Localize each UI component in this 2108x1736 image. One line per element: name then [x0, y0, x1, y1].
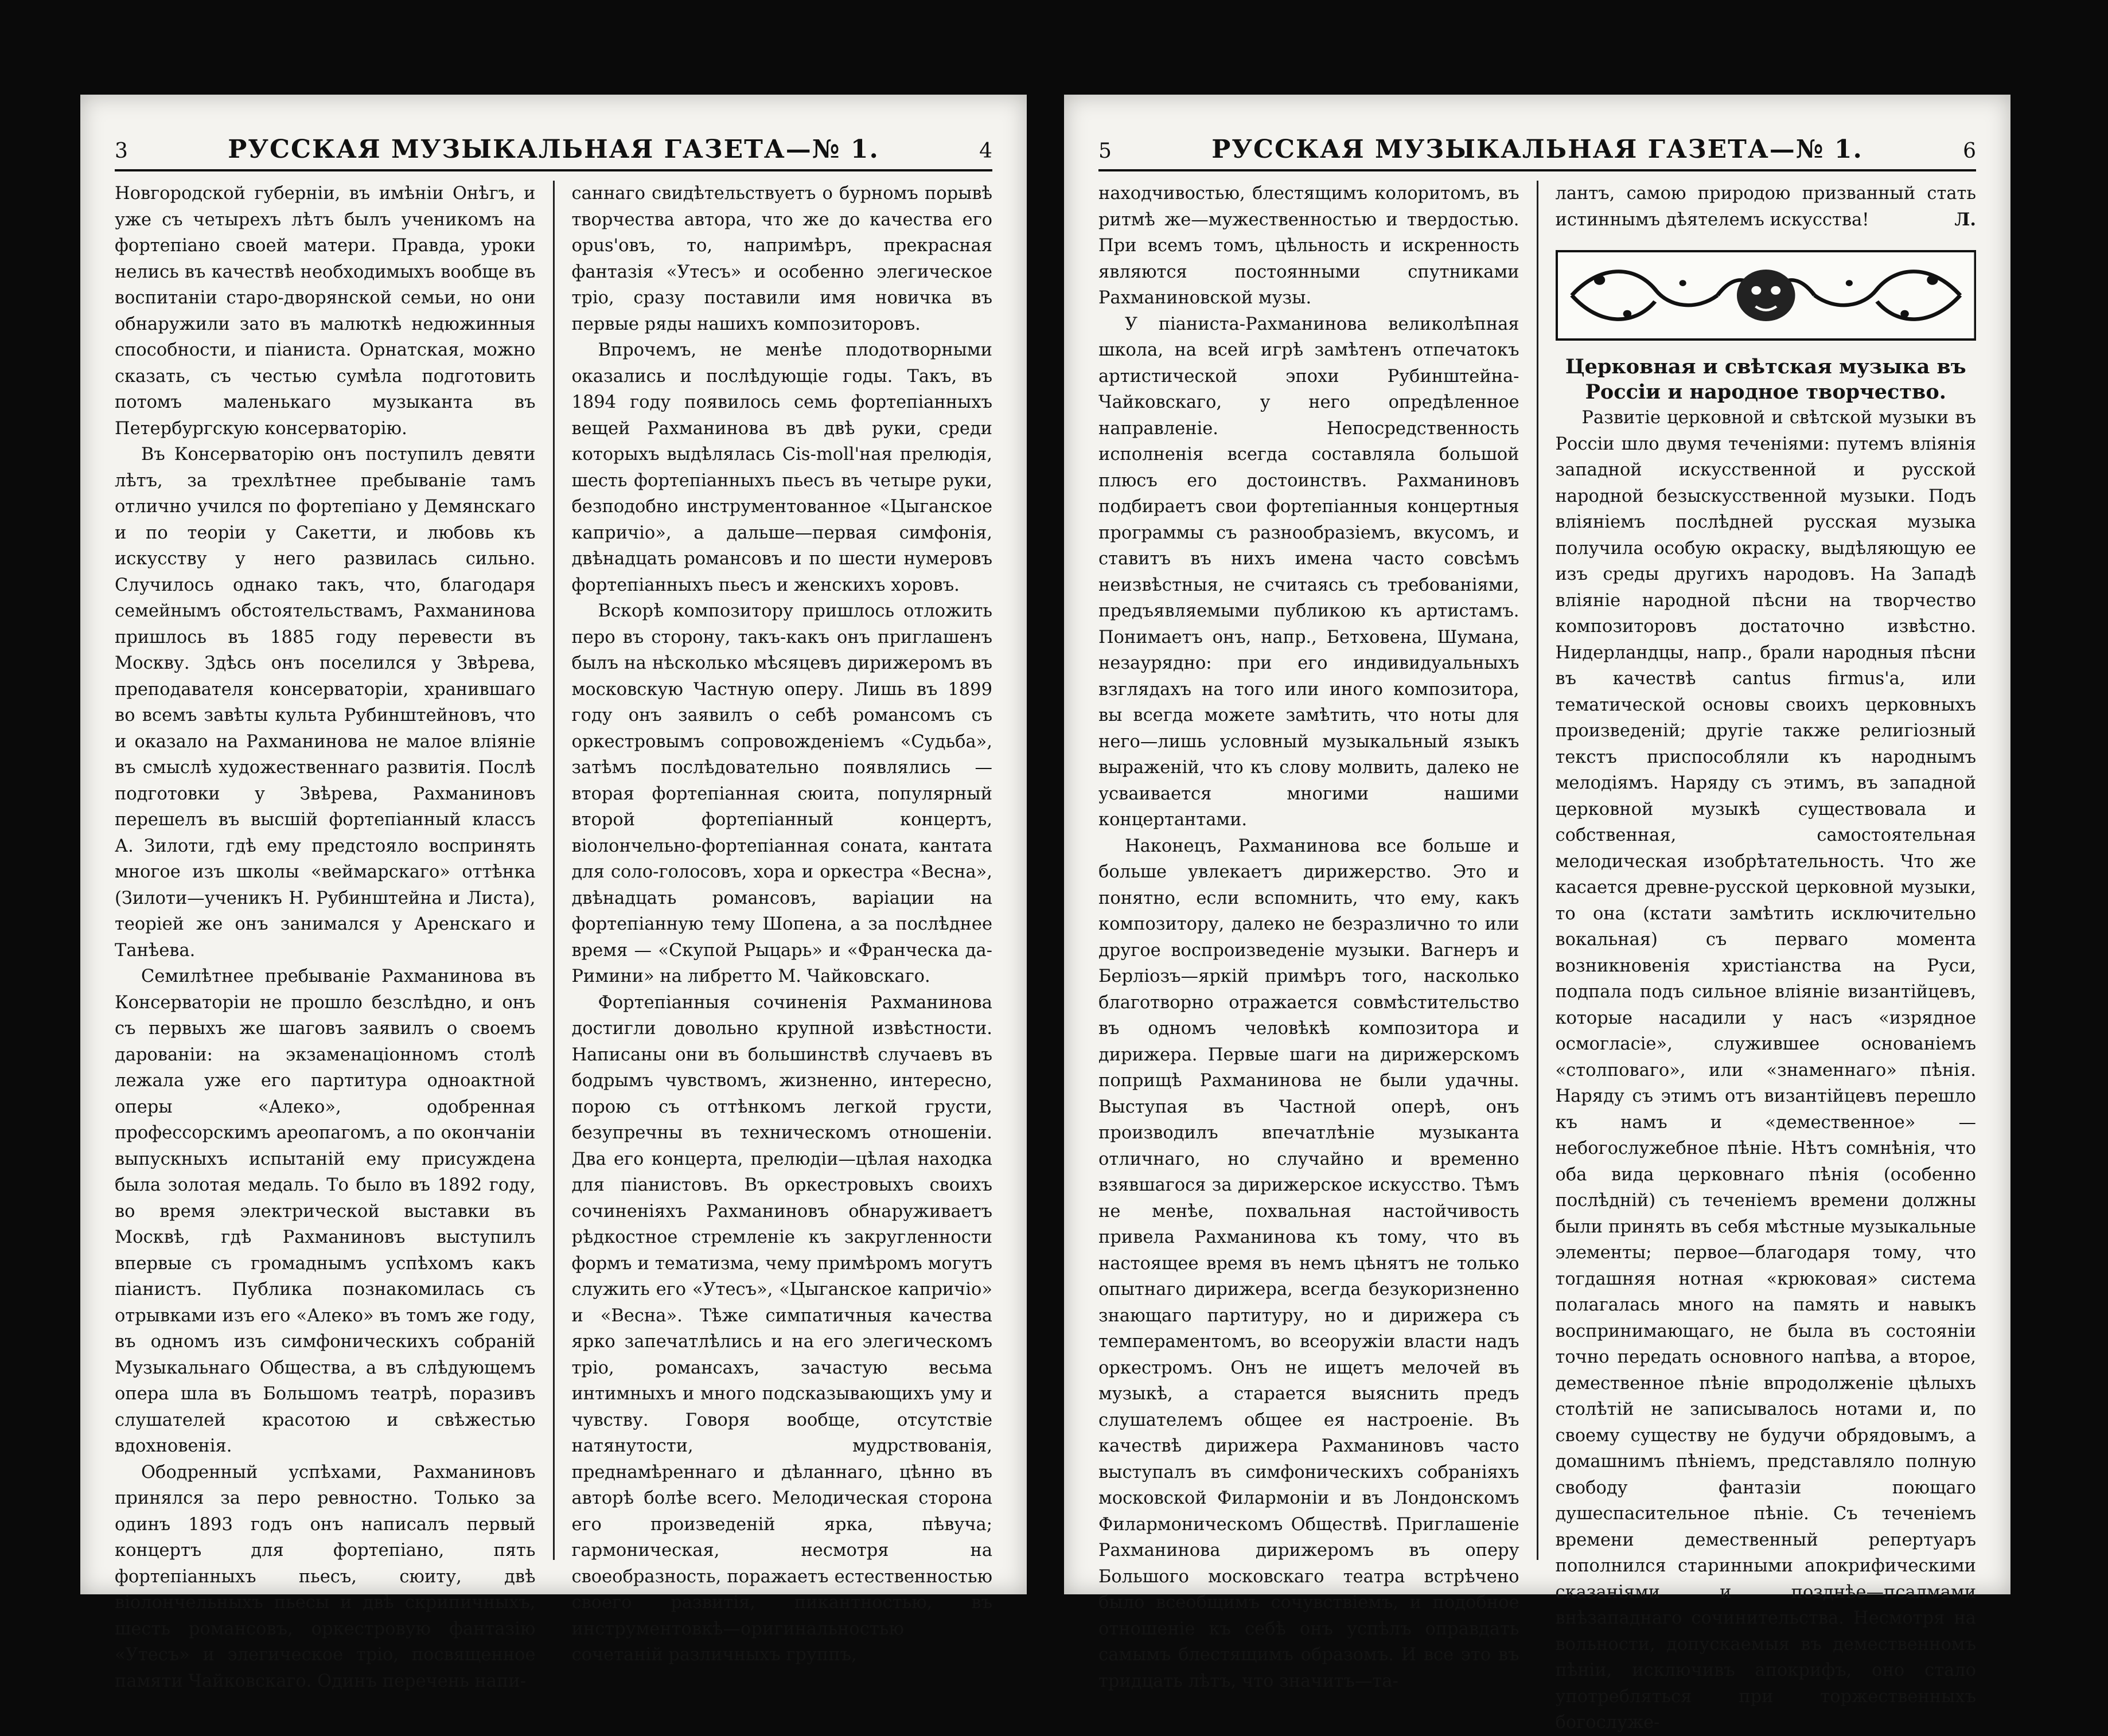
scan-border-gutter — [1027, 92, 1064, 1597]
right-page — [1064, 95, 2010, 1733]
column-divider — [553, 181, 555, 1560]
left-page-columns — [115, 181, 992, 1691]
paragraph: Вскорѣ композитору пришлось отложить перо въ сторону, такъ-какъ онъ приглашенъ былъ на нѣсколько мѣсяцевъ дирижеромъ въ московскую Частную оперу. Лишь въ 1899 году онъ заявилъ о себѣ романсомъ съ оркестровымъ сопровожденіемъ «Судьба», затѣмъ послѣдовательно появлялись — вторая фортепіанная сюита, популярный второй фортепіанный концертъ, віолончельно-фортепіанная соната, кантата для соло-голосовъ, хора и оркестра «Весна», двѣнадцать романсовъ, варіации на фортепіанную тему Шопена, а за послѣднее время — «Скупой Рыцарь» и «Франческа да-Римини» на либретто М. Чайковскаго. — [571, 601, 992, 986]
ornamental-header-icon — [1556, 250, 1977, 341]
paragraph: Фортепіанныя сочиненія Рахманинова достигли довольно крупной извѣстности. Написаны они въ большинствѣ случаевъ въ бодрымъ чувствомъ, жизненно, интересно, порою съ оттѣнкомъ легкой грусти, безупречны въ техническомъ отношеніи. Два его концерта, прелюдіи—цѣлая находка для піанистовъ. Въ оркестровыхъ своихъ сочиненіяхъ Рахманиновъ обнаруживаетъ рѣдкостное стремленіе къ закругленности формъ и тематизма, чему примѣромъ могутъ служить его «Утесъ», «Цыганское капричіо» и «Весна». Тѣже симпатичныя качества ярко запечатлѣлись и на его элегическомъ тріо, романсахъ, зачастую весьма интимныхъ и много подсказывающихъ уму и чувству. Говоря вообще, отсутствіе натянутости, мудрствованія, преднамѣреннаго и дѣланнаго, цѣнно въ авторѣ болѣе всего. Мелодическая сторона его произведеній ярка, пѣвуча; гармоническая, несмотря на своеобразность, поражаетъ естественностью своего развитія, пикантностью, въ инструментовкѣ—оригинальностью сочетаній различныхъ группъ, — [571, 992, 992, 1665]
page-number-4: 4 — [979, 139, 992, 163]
right-page-header — [1098, 135, 1976, 171]
paragraph: Наконецъ, Рахманинова все больше и больше увлекаетъ дирижерство. Это и понятно, если вспомнить, что ему, какъ композитору, далеко не безразлично то или другое воспроизведеніе музыки. Вагнеръ и Берліозъ—яркій примѣръ того, насколько благотворно отражается совмѣстительство въ одномъ человѣкѣ композитора и дирижера. Первые шаги на дирижерскомъ поприщѣ Рахманинова не были удачны. Выступая въ Частной оперѣ, онъ производилъ впечатлѣніе музыканта отличнаго, но случайно и временно взявшагося за дирижерское искусство. Тѣмъ не менѣе, похвальная настойчивость привела Рахманинова къ тому, что въ настоящее время въ немъ цѣнятъ не только опытнаго дирижера, всегда безукоризненно знающаго партитуру, но и дирижера съ темпераментомъ, во всеоружіи власти надъ оркестромъ. Онъ не ищетъ мелочей въ музыкѣ, а старается выяснить предъ слушателемъ общее ея настроеніе. Въ качествѣ дирижера Рахманиновъ часто выступалъ въ симфоническихъ собраніяхъ московской Филармоніи и въ Лондонскомъ Филармоническомъ Обществѣ. Приглашеніе Рахманинова дирижеромъ въ оперу Большого московскаго театра встрѣчено было всеобщимъ сочувствіемъ, и подобное отношеніе къ себѣ онъ успѣлъ оправдать самымъ блестящимъ образомъ. И все это въ тридцать лѣтъ, что значитъ—та- — [1098, 836, 1519, 1691]
newspaper-title-left: РУССКАЯ МУЗЫКАЛЬНАЯ ГАЗЕТА—№ 1. — [228, 135, 879, 164]
right-page-columns — [1098, 181, 1976, 1733]
paragraph: находчивостью, блестящимъ колоритомъ, въ ритмѣ же—мужественностью и твердостью. При всемъ томъ, цѣльность и искренность являются постоянными спутниками Рахманиновской музы. — [1098, 184, 1519, 308]
paragraph: Впрочемъ, не менѣе плодотворными оказались и послѣдующіе годы. Такъ, въ 1894 году появилось семь фортепіанныхъ вещей Рахманинова въ двѣ руки, среди которыхъ выдѣлялась Cis-moll'ная прелюдія, шесть фортепіанныхъ пьесъ въ четыре руки, безподобно инструментованное «Цыганское капричіо», а дальше—первая симфонія, двѣнадцать романсовъ и по шести нумеровъ фортепіанныхъ пьесъ и женскихъ хоровъ. — [571, 340, 992, 595]
left-page-column-1 — [115, 181, 536, 1691]
author-signature: Л. — [1954, 209, 1976, 230]
page-number-6: 6 — [1963, 139, 1976, 163]
paragraph-end: лантъ, самою природою призванный стать истиннымъ дѣятелемъ искусства! — [1555, 184, 1976, 230]
column-divider — [1537, 181, 1538, 1560]
newspaper-title-right: РУССКАЯ МУЗЫКАЛЬНАЯ ГАЗЕТА—№ 1. — [1211, 135, 1863, 164]
paragraph: Ободренный успѣхами, Рахманиновъ принялся за перо ревностно. Только за одинъ 1893 годъ онъ написалъ первый концертъ для фортепіано, пять фортепіанныхъ пьесъ, сюиту, двѣ віолончельныхъ пьесы и двѣ скрипичныхъ, шесть романсовъ, оркестровую фантазію «Утесъ» и элегическое тріо, посвященное памяти Чайковскаго. Одинъ перечень напи- — [115, 1462, 536, 1691]
article-title: Церковная и свѣтская музыка въ Россіи и народное творчество. — [1565, 355, 1966, 404]
left-page-column-2 — [571, 181, 993, 1665]
paragraph: Семилѣтнее пребываніе Рахманинова въ Консерваторіи не прошло безслѣдно, и онъ съ первыхъ же шаговъ заявилъ о своемъ дарованіи: на экзаменаціонномъ столѣ лежала уже его партитура одноактной оперы «Алеко», одобренная профессорскимъ ареопагомъ, а по окончаніи выпускныхъ испытаній ему присуждена была золотая медаль. То было въ 1892 году, во время электрической выставки въ Москвѣ, гдѣ Рахманиновъ выступилъ впервые съ громаднымъ успѣхомъ какъ піанистъ. Публика познакомилась съ отрывками изъ его «Алеко» въ томъ же году, въ одномъ изъ симфоническихъ собраній Музыкальнаго Общества, а въ слѣдующемъ опера шла въ Большомъ театрѣ, поразивъ слушателей красотою и свѣжестью вдохновенія. — [115, 966, 536, 1456]
page-number-3: 3 — [115, 139, 128, 163]
paragraph: Въ Консерваторію онъ поступилъ девяти лѣтъ, за трехлѣтнее пребываніе тамъ отлично учился по фортепіано у Демянскаго и по теоріи у Сакетти, и любовь къ искусству у него развилась сильно. Случилось однако такъ, что, благодаря семейнымъ обстоятельствамъ, Рахманинова пришлось въ 1885 году перевести въ Москву. Здѣсь онъ поселился у Звѣрева, преподавателя консерваторіи, хранившаго во всемъ завѣты культа Рубинштейновъ, что и оказало на Рахманинова не малое вліяніе въ смыслѣ художественнаго развитія. Послѣ подготовки у Звѣрева, Рахманиновъ перешелъ въ высшій фортепіанный классъ А. Зилоти, гдѣ ему предстояло воспринять многое изъ школы «веймарскаго» оттѣнка (Зилоти—ученикъ Н. Рубинштейна и Листа), теоріей же онъ занимался у Аренскаго и Танѣева. — [115, 444, 536, 961]
page-number-5: 5 — [1098, 139, 1112, 163]
paragraph: Новгородской губерніи, въ имѣніи Онѣгъ, и уже съ четырехъ лѣтъ былъ ученикомъ на фортепіано своей матери. Правда, уроки нелись въ качествѣ необходимыхъ вообще въ воспитаніи старо-дворянской семьи, но они обнаружили зато въ малюткѣ недюжинныя способности, и піаниста. Орнатская, можно сказать, съ честью сумѣла подготовить потомъ маленькаго музыканта въ Петербургскую консерваторію. — [115, 184, 536, 439]
left-page-header — [115, 135, 992, 171]
left-page — [80, 95, 1027, 1691]
right-page-column-2 — [1555, 181, 1977, 1733]
paragraph — [1556, 181, 1977, 233]
paragraph: У піаниста-Рахманинова великолѣпная школа, на всей игрѣ замѣтенъ отпечатокъ артистической эпохи Рубинштейна-Чайковскаго, у него опредѣленное направленіе. Непосредственность исполненія всегда составляла большой плюсъ его достоинствъ. Рахманиновъ подбираетъ свои фортепіанныя концертныя программы съ разнообразіемъ, вкусомъ, и ставитъ въ нихъ имена часто совсѣмъ неизвѣстныя, не считаясь съ требованіями, предъявляемыми публикою къ артистамъ. Понимаетъ онъ, напр., Бетховена, Шумана, незаурядно: при его индивидуальныхъ взглядахъ на того или иного композитора, вы всегда можете замѣтить, что ноты для него—лишь условный музыкальный языкъ выраженій, что къ слову молвить, далеко не усваивается многими нашими концертантами. — [1098, 314, 1519, 830]
paragraph: Развитіе церковной и свѣтской музыки въ Россіи шло двумя теченіями: путемъ вліянія западной искусственной и русской народной безыскусственной музыки. Подъ вліяніемъ послѣдней русская музыка получила особую окраску, выдѣляющую ее изъ среды другихъ народовъ. На Западѣ вліяніе народной пѣсни на творчество композиторовъ достаточно извѣстно. Нидерландцы, напр., брали народныя пѣсни въ качествѣ cantus firmus'а, или тематической основы своихъ церковныхъ произведеній; другіе также религіозный текстъ приспособляли къ народнымъ мелодіямъ. Наряду съ этимъ, въ западной церковной музыкѣ существовала и собственная, самостоятельная мелодическая изобрѣтательность. Что же касается древне-русской церковной музыки, то она (кстати замѣтить исключительно вокальная) съ перваго момента возникновенія христіанства на Руси, подпала подъ сильное вліяніе византійцевъ, которые насадили у насъ «изрядное осмогласіе», служившее основаніемъ «столповаго», или «знаменнаго» пѣнія. Наряду съ этимъ отъ византійцевъ перешло къ намъ и «демественное» — небогослужебное пѣніе. Нѣтъ сомнѣнія, что оба вида церковнаго пѣнія (особенно послѣдній) съ теченіемъ времени должны были принять въ себя мѣстные музыкальные элементы; первое—благодаря тому, что тогдашняя нотная «крюковая» система полагалась много на память и навыкъ воспринимающаго, не была въ состояніи точно передать основного напѣва, а второе, демественное пѣніе впродолженіе цѣлыхъ столѣтій не записывалось нотами и, по своему существу не будучи обрядовымъ, а домашнимъ пѣніемъ, представляло полную свободу фантазіи поющаго душеспасительное пѣніе. Съ теченіемъ времени демественный репертуаръ пополнился старинными апокрифическими сказаніями и позднѣе—псалмами внѣзападнаго сочинительства. Несмотря на вольности, допускаемыя въ демественномъ пѣніи, исключивъ апокрифъ, оно стало употребляться при торжественныхъ богослуже- — [1555, 408, 1976, 1733]
right-page-column-1 — [1098, 181, 1519, 1691]
paragraph: саннаго свидѣтельствуетъ о бурномъ порывѣ творчества автора, что же до качества его opus'овъ, то, напримѣръ, прекрасная фантазія «Утесъ» и особенно элегическое тріо, сразу поставили имя новичка въ первые ряды нашихъ композиторовъ. — [571, 184, 992, 334]
